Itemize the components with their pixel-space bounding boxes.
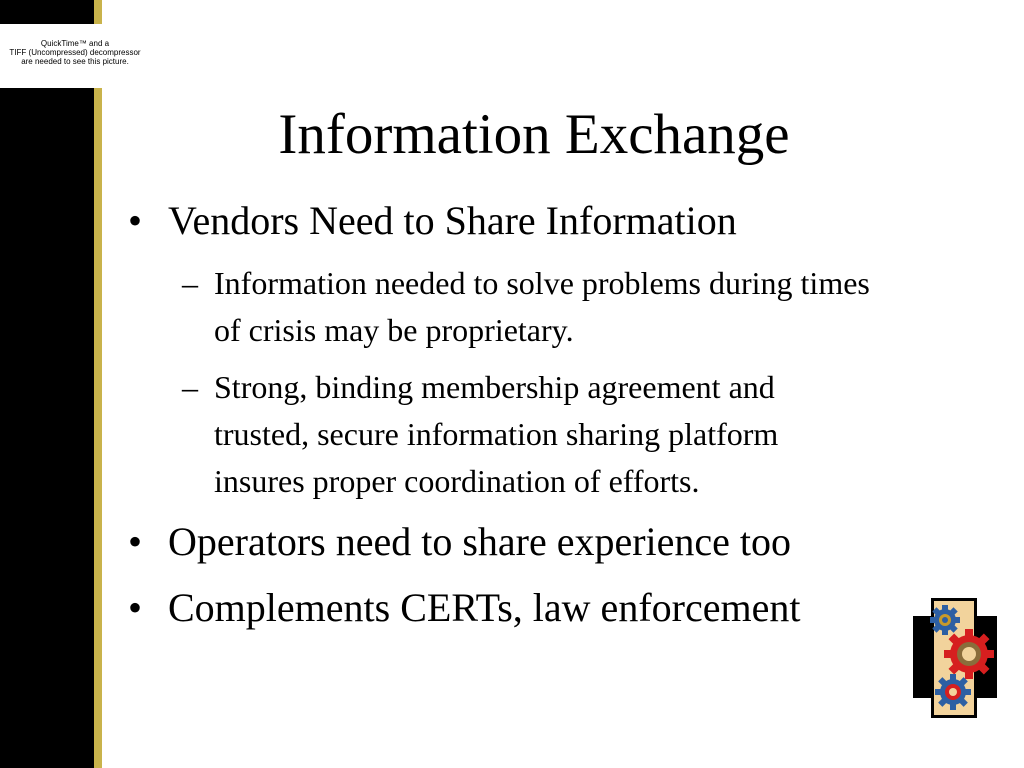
left-black-bar: [0, 0, 94, 768]
sub-bullet-marker: –: [182, 369, 198, 405]
sub-bullet-text: Strong, binding membership agreement and trusted, secure information sharing platform insures proper coordination of efforts.: [214, 369, 779, 499]
bullet-marker: •: [128, 519, 143, 564]
bullet-operators: [128, 517, 958, 567]
placeholder-line: QuickTime™ and a: [40, 39, 110, 48]
bullet-text: Operators need to share experience too: [168, 519, 792, 564]
gears-logo-icon: [913, 598, 997, 718]
bullet-vendors: [128, 196, 958, 246]
sub-bullet-marker: –: [182, 265, 198, 301]
bullet-marker: •: [128, 585, 143, 630]
sub-bullet-text: Information needed to solve problems during times of crisis may be proprietary.: [214, 265, 870, 348]
placeholder-line: TIFF (Uncompressed) decompressor: [9, 48, 141, 57]
placeholder-line: are needed to see this picture.: [21, 57, 129, 66]
quicktime-placeholder: [0, 24, 150, 88]
bullet-text: Complements CERTs, law enforcement: [168, 585, 801, 630]
bullet-text: Vendors Need to Share Information: [168, 198, 737, 243]
bullet-certs: [128, 583, 958, 633]
sub-bullet-agreement: [128, 364, 874, 505]
sub-bullet-proprietary: [128, 260, 874, 354]
bullet-marker: •: [128, 198, 143, 243]
sub-bullet-list: [128, 260, 958, 505]
slide-content: [128, 196, 958, 633]
gold-stripe: [94, 0, 102, 768]
slide-title: Information Exchange: [278, 103, 790, 166]
